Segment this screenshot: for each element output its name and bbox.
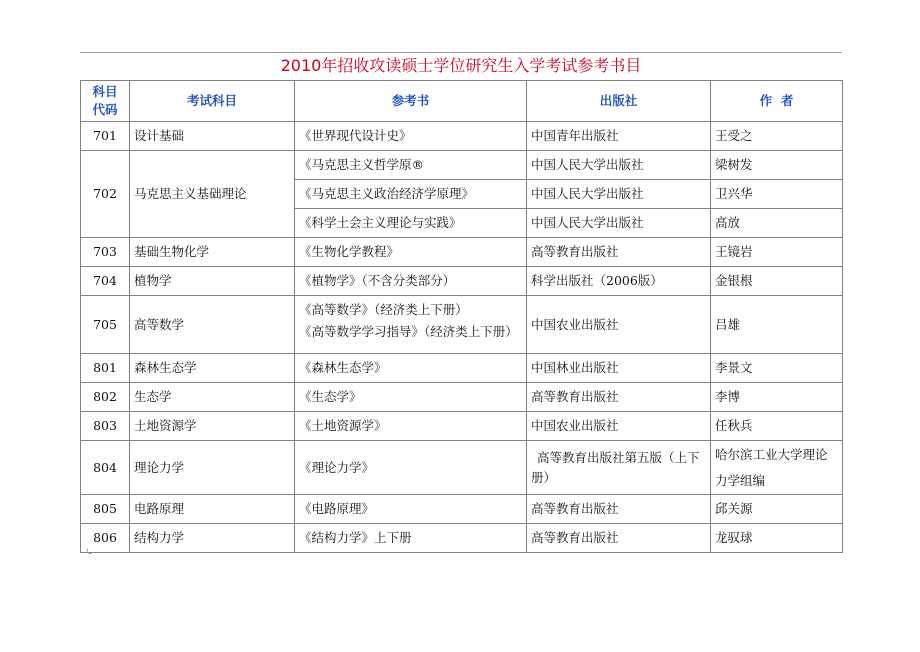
row-author: 王镜岩: [711, 238, 843, 267]
row-book: 《土地资源学》: [295, 412, 527, 441]
row-author: 任秋兵: [711, 412, 843, 441]
table-row: [81, 296, 843, 354]
row-subject: 森林生态学: [130, 354, 295, 383]
row-subject: 电路原理: [130, 495, 295, 524]
row-author: 梁树发: [711, 151, 843, 180]
header-code: 科目代码: [81, 81, 130, 122]
row-book: 《生物化学教程》: [295, 238, 527, 267]
row-publisher: 高等教育出版社: [527, 495, 711, 524]
header-subject: 考试科目: [130, 81, 295, 122]
row-publisher: 中国人民大学出版社: [527, 151, 711, 180]
row-publisher: 中国林业出版社: [527, 354, 711, 383]
row-book: 《世界现代设计史》: [295, 122, 527, 151]
table-row: [81, 524, 843, 553]
table-row: [81, 383, 843, 412]
row-subject: 结构力学: [130, 524, 295, 553]
row-book: 《结构力学》上下册: [295, 524, 527, 553]
row-book: 《生态学》: [295, 383, 527, 412]
footer-mark: '-: [86, 549, 92, 559]
row-book: 《科学土会主义理论与实践》: [295, 209, 527, 238]
row-code: 802: [81, 383, 130, 412]
row-publisher: 高等教育出版社第五版（上下册）: [527, 441, 711, 495]
row-book: 《理论力学》: [295, 441, 527, 495]
row-author: 金银根: [711, 267, 843, 296]
row-publisher: 中国人民大学出版社: [527, 180, 711, 209]
row-book: 《马克思主义政治经济学原理》: [295, 180, 527, 209]
book-line: 《高等数学学习指导》（经济类上下册）: [299, 323, 518, 339]
header-book: 参考书: [295, 81, 527, 122]
row-code: 806: [81, 524, 130, 553]
table-row: [81, 354, 843, 383]
row-author: 龙驭球: [711, 524, 843, 553]
row-author: 哈尔滨工业大学理论力学组编: [711, 441, 843, 495]
row-author: 李景文: [711, 354, 843, 383]
reference-book-table: [80, 80, 843, 553]
table-row: [81, 151, 843, 180]
header-author: 作 者: [711, 81, 843, 122]
table-row: [81, 267, 843, 296]
row-author: 王受之: [711, 122, 843, 151]
row-subject: 马克思主义基础理论: [130, 151, 295, 238]
row-book: 《电路原理》: [295, 495, 527, 524]
row-publisher: 中国青年出版社: [527, 122, 711, 151]
row-publisher: 高等教育出版社: [527, 383, 711, 412]
row-subject: 植物学: [130, 267, 295, 296]
row-book: 《森林生态学》: [295, 354, 527, 383]
header-publisher: 出版社: [527, 81, 711, 122]
row-publisher: 高等教育出版社: [527, 524, 711, 553]
page-title: 2010年招收攻读硕士学位研究生入学考试参考书目: [280, 56, 642, 75]
table-row: [81, 238, 843, 267]
table-header-row: [81, 81, 843, 122]
row-publisher: 中国农业出版社: [527, 296, 711, 354]
row-code: 801: [81, 354, 130, 383]
table-row: [81, 495, 843, 524]
row-author: 吕雄: [711, 296, 843, 354]
row-code: 701: [81, 122, 130, 151]
row-subject: 设计基础: [130, 122, 295, 151]
row-code: 704: [81, 267, 130, 296]
row-code: 804: [81, 441, 130, 495]
row-subject: 生态学: [130, 383, 295, 412]
row-book: 《植物学》（不含分类部分）: [295, 267, 527, 296]
table-row: [81, 441, 843, 495]
book-line: 《高等数学》（经济类上下册）: [299, 301, 468, 317]
top-rule: [80, 52, 842, 53]
row-author: 卫兴华: [711, 180, 843, 209]
row-author: 邱关源: [711, 495, 843, 524]
row-code: 702: [81, 151, 130, 238]
row-book: 《马克思主义哲学原®: [295, 151, 527, 180]
row-author: 高放: [711, 209, 843, 238]
table-row: [81, 412, 843, 441]
row-publisher: 中国人民大学出版社: [527, 209, 711, 238]
row-subject: 基础生物化学: [130, 238, 295, 267]
row-publisher: 高等教育出版社: [527, 238, 711, 267]
row-book-multi: [295, 296, 527, 354]
row-subject: 土地资源学: [130, 412, 295, 441]
row-author: 李博: [711, 383, 843, 412]
row-subject: 高等数学: [130, 296, 295, 354]
row-code: 703: [81, 238, 130, 267]
row-code: 803: [81, 412, 130, 441]
row-subject: 理论力学: [130, 441, 295, 495]
row-code: 805: [81, 495, 130, 524]
row-publisher: 中国农业出版社: [527, 412, 711, 441]
table-row: [81, 122, 843, 151]
row-publisher: 科学出版社（2006版）: [527, 267, 711, 296]
row-code: 705: [81, 296, 130, 354]
